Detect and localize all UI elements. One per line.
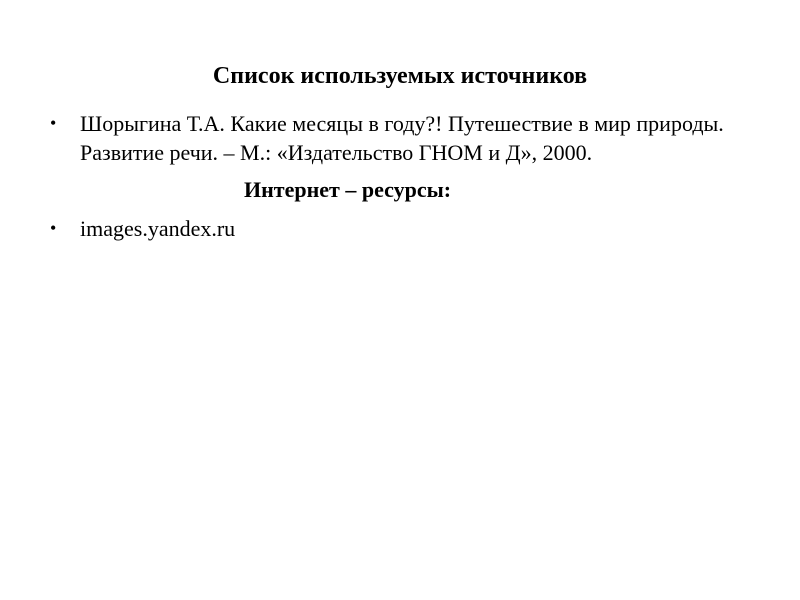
bullet-icon: •	[50, 218, 57, 238]
list-item	[50, 109, 770, 167]
list-item	[50, 214, 770, 243]
bullet-icon: •	[50, 113, 57, 133]
internet-resources-heading: Интернет – ресурсы:	[244, 177, 452, 202]
sources-content	[50, 109, 770, 243]
internet-source-text: images.yandex.ru	[80, 216, 236, 241]
slide-title: Список используемых источников	[212, 63, 588, 89]
source-text: Шорыгина Т.А. Какие месяцы в году?! Путешествие в мир природы. Развитие речи. – М.: «Издательство ГНОМ и Д», 2000.	[80, 111, 724, 165]
